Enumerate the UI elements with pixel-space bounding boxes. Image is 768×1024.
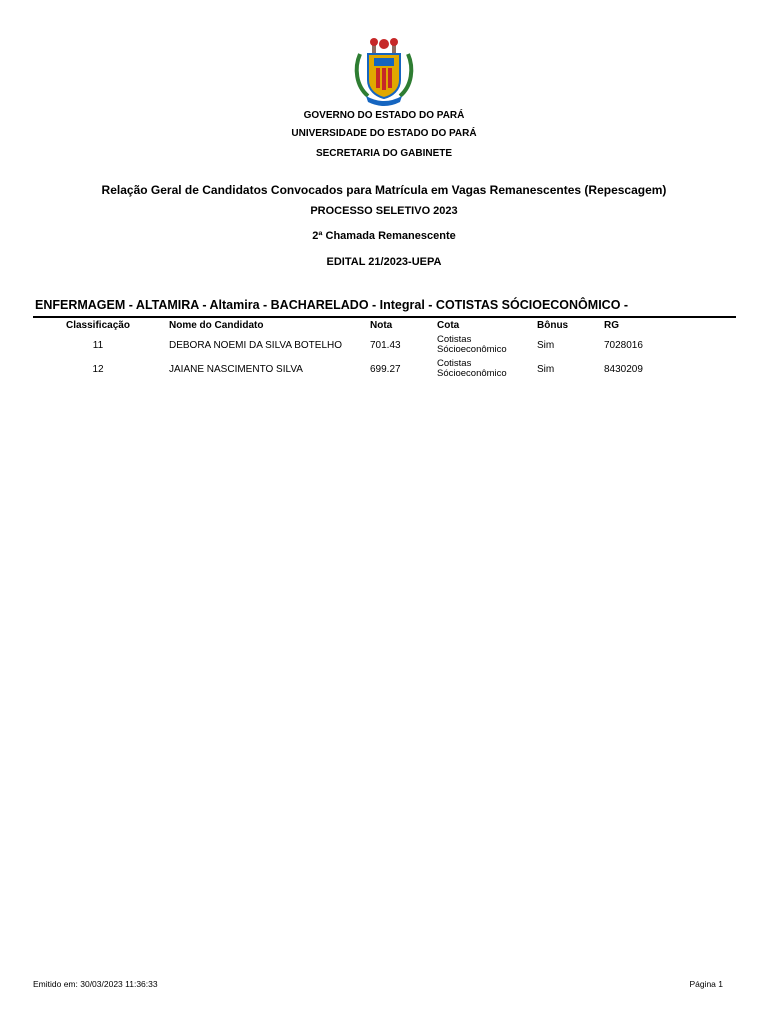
section-divider [33,316,736,318]
header-line-secretariat: SECRETARIA DO GABINETE [315,148,453,159]
column-header-bonus: Bônus [537,320,569,331]
emitted-timestamp: Emitido em: 30/03/2023 11:36:33 [33,979,158,989]
cell-nota: 699.27 [370,364,401,375]
cell-cota-line1: Cotistas [437,334,472,345]
cell-cota-line2: Sócioeconômico [437,368,507,379]
process-label: PROCESSO SELETIVO 2023 [310,205,458,217]
cell-nome: DEBORA NOEMI DA SILVA BOTELHO [169,340,343,351]
column-header-nota: Nota [370,320,393,331]
course-section-title: ENFERMAGEM - ALTAMIRA - Altamira - BACHARELADO - Integral - COTISTAS SÓCIOECONÔMICO - [35,298,629,312]
column-header-nome: Nome do Candidato [169,320,264,331]
column-header-cota: Cota [437,320,460,331]
cell-rg: 8430209 [604,364,643,375]
state-coat-of-arms-icon [352,36,416,106]
column-header-rg: RG [604,320,619,331]
cell-bonus: Sim [537,340,555,351]
cell-classificacao: 12 [92,364,104,375]
cell-bonus: Sim [537,364,555,375]
header-line-government: GOVERNO DO ESTADO DO PARÁ [303,110,465,121]
cell-cota-line1: Cotistas [437,358,472,369]
cell-rg: 7028016 [604,340,643,351]
call-label: 2ª Chamada Remanescente [312,230,456,242]
page-number: Página 1 [689,979,723,989]
document-title: Relação Geral de Candidatos Convocados para Matrícula em Vagas Remanescentes (Repescagem) [101,183,667,197]
cell-cota-line2: Sócioeconômico [437,344,507,355]
header-line-university: UNIVERSIDADE DO ESTADO DO PARÁ [291,128,477,139]
column-header-classificacao: Classificação [66,320,130,331]
cell-nome: JAIANE NASCIMENTO SILVA [169,364,303,375]
cell-classificacao: 11 [92,340,104,351]
edital-label: EDITAL 21/2023-UEPA [326,256,442,268]
cell-nota: 701.43 [370,340,401,351]
